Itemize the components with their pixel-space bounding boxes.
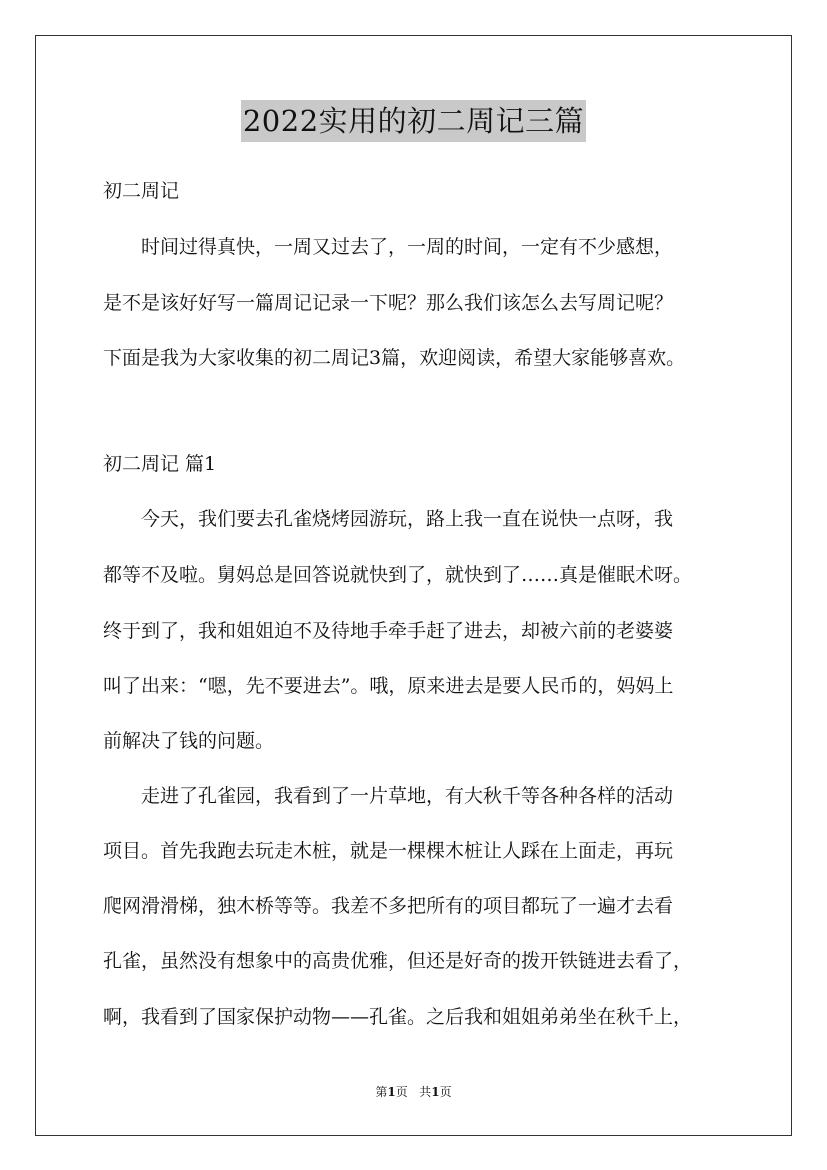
paragraph-line: 是不是该好好写一篇周记记录一下呢？那么我们该怎么去写周记呢？ (103, 292, 674, 314)
page-footer (0, 1083, 827, 1101)
page-number: 1 (387, 1085, 396, 1099)
total-pages: 1 (431, 1085, 440, 1099)
paragraph-line: 孔雀，虽然没有想象中的高贵优雅，但还是好奇的拨开铁链进去看了， (103, 950, 693, 972)
total-unit: 页 (439, 1085, 452, 1099)
title-container (0, 100, 827, 142)
paragraph-line: 叫了出来：“嗯，先不要进去”。哦，原来进去是要人民币的，妈妈上 (103, 675, 674, 697)
section-heading: 初二周记 篇1 (103, 453, 217, 475)
paragraph-line: 项目。首先我跑去玩走木桩，就是一棵棵木桩让人踩在上面走，再玩 (103, 840, 674, 862)
paragraph-line: 时间过得真快，一周又过去了，一周的时间，一定有不少感想， (103, 236, 674, 258)
paragraph-line: 今天，我们要去孔雀烧烤园游玩，路上我一直在说快一点呀，我 (103, 508, 674, 530)
paragraph-line: 走进了孔雀园，我看到了一片草地，有大秋千等各种各样的活动 (103, 785, 674, 807)
page-prefix: 第 (375, 1085, 388, 1099)
paragraph-line: 都等不及啦。舅妈总是回答说就快到了，就快到了……真是催眠术呀。 (103, 564, 693, 586)
total-prefix: 共 (419, 1085, 432, 1099)
page-unit: 页 (395, 1085, 408, 1099)
paragraph-line: 啊，我看到了国家保护动物——孔雀。之后我和姐姐弟弟坐在秋千上， (103, 1006, 693, 1028)
section-heading: 初二周记 (103, 180, 180, 202)
paragraph-line: 前解决了钱的问题。 (103, 730, 275, 752)
paragraph-line: 爬网滑滑梯，独木桥等等。我差不多把所有的项目都玩了一遍才去看 (103, 895, 674, 917)
paragraph-line: 下面是我为大家收集的初二周记3篇，欢迎阅读，希望大家能够喜欢。 (103, 347, 686, 369)
paragraph-line: 终于到了，我和姐姐迫不及待地手牵手赶了进去，却被六前的老婆婆 (103, 620, 674, 642)
document-title: 2022实用的初二周记三篇 (241, 100, 586, 142)
